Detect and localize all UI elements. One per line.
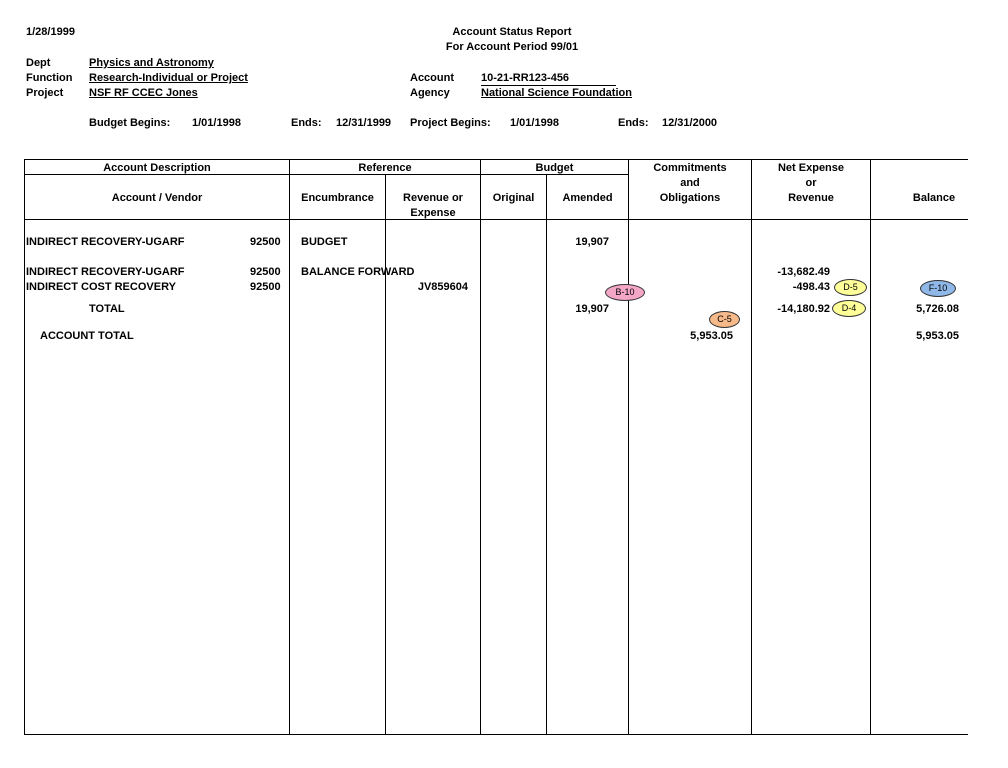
budget-begins-label: Budget Begins: bbox=[89, 117, 171, 129]
row-3-revenue: JV859604 bbox=[417, 281, 468, 293]
function-label: Function bbox=[26, 72, 73, 84]
row-1-encumbrance: BUDGET bbox=[301, 236, 348, 248]
ends-label: Ends: bbox=[291, 117, 322, 129]
commitments-header: Commitments bbox=[653, 162, 727, 174]
amended-header: Amended bbox=[562, 192, 613, 204]
account-value: 10-21-RR123-456 bbox=[481, 72, 616, 86]
row-2-code: 92500 bbox=[250, 266, 281, 278]
report-period: For Account Period 99/01 bbox=[445, 41, 579, 53]
ends-value: 12/31/1999 bbox=[336, 117, 392, 129]
row-2-net: -13,682.49 bbox=[777, 266, 830, 278]
dept-value: Physics and Astronomy bbox=[89, 57, 214, 69]
reference-header: Reference bbox=[358, 162, 412, 174]
agency-label: Agency bbox=[410, 87, 450, 99]
row-2-account: INDIRECT RECOVERY-UGARF bbox=[26, 266, 185, 278]
dept-label: Dept bbox=[26, 57, 51, 69]
net-expense-header: Net Expense bbox=[777, 162, 845, 174]
project-ends-value: 12/31/2000 bbox=[662, 117, 718, 129]
badge-c5: C-5 bbox=[709, 311, 740, 328]
report-date: 1/28/1999 bbox=[26, 26, 75, 38]
balance-header: Balance bbox=[912, 192, 956, 204]
account-description-header: Account Description bbox=[103, 162, 211, 174]
col-border-commitments bbox=[628, 159, 629, 735]
project-value: NSF RF CCEC Jones bbox=[89, 87, 198, 99]
account-total-commitments: 5,953.05 bbox=[690, 330, 733, 342]
header-bottom-border bbox=[24, 219, 968, 220]
commitments-header-2: and bbox=[680, 177, 700, 189]
project-begins-value: 1/01/1998 bbox=[510, 117, 559, 129]
net-expense-header-3: Revenue bbox=[788, 192, 834, 204]
badge-f10: F-10 bbox=[920, 280, 956, 297]
col-border-reference bbox=[289, 159, 290, 735]
account-vendor-header: Account / Vendor bbox=[111, 192, 203, 204]
budget-begins-value: 1/01/1998 bbox=[192, 117, 241, 129]
agency-value: National Science Foundation bbox=[481, 87, 632, 99]
row-3-net: -498.43 bbox=[792, 281, 830, 293]
badge-b10: B-10 bbox=[605, 284, 645, 301]
revenue-or-header: Revenue or bbox=[403, 192, 463, 204]
function-value: Research-Individual or Project bbox=[89, 72, 248, 84]
project-ends-label: Ends: bbox=[618, 117, 649, 129]
row-3-code: 92500 bbox=[250, 281, 281, 293]
badge-d5: D-5 bbox=[834, 279, 867, 296]
original-header: Original bbox=[492, 192, 535, 204]
total-balance: 5,726.08 bbox=[916, 303, 959, 315]
project-label: Project bbox=[26, 87, 64, 99]
account-label: Account bbox=[410, 72, 454, 84]
revenue-or-header-2: Expense bbox=[410, 207, 456, 219]
encumbrance-header: Encumbrance bbox=[301, 192, 374, 204]
table-bottom-border bbox=[24, 734, 968, 735]
row-2-encumbrance: BALANCE FORWARD bbox=[301, 266, 415, 278]
row-3-account: INDIRECT COST RECOVERY bbox=[26, 281, 176, 293]
report-title: Account Status Report bbox=[452, 26, 572, 38]
project-begins-label: Project Begins: bbox=[410, 117, 491, 129]
commitments-header-3: Obligations bbox=[659, 192, 721, 204]
row-1-amended: 19,907 bbox=[575, 236, 609, 248]
budget-header: Budget bbox=[535, 162, 574, 174]
total-net: -14,180.92 bbox=[777, 303, 830, 315]
row-1-code: 92500 bbox=[250, 236, 281, 248]
net-expense-header-2: or bbox=[805, 177, 817, 189]
row-1-account: INDIRECT RECOVERY-UGARF bbox=[26, 236, 185, 248]
account-total-balance: 5,953.05 bbox=[916, 330, 959, 342]
col-border-net bbox=[751, 159, 752, 735]
col-border-balance bbox=[870, 159, 871, 735]
total-amended: 19,907 bbox=[575, 303, 609, 315]
col-border-left bbox=[24, 159, 25, 735]
col-border-amended bbox=[546, 174, 547, 735]
badge-d4: D-4 bbox=[832, 300, 866, 317]
total-label: TOTAL bbox=[89, 303, 125, 315]
col-border-budget bbox=[480, 159, 481, 735]
col-border-revenue bbox=[385, 174, 386, 735]
table-top-border bbox=[24, 159, 968, 160]
account-total-label: ACCOUNT TOTAL bbox=[40, 330, 134, 342]
